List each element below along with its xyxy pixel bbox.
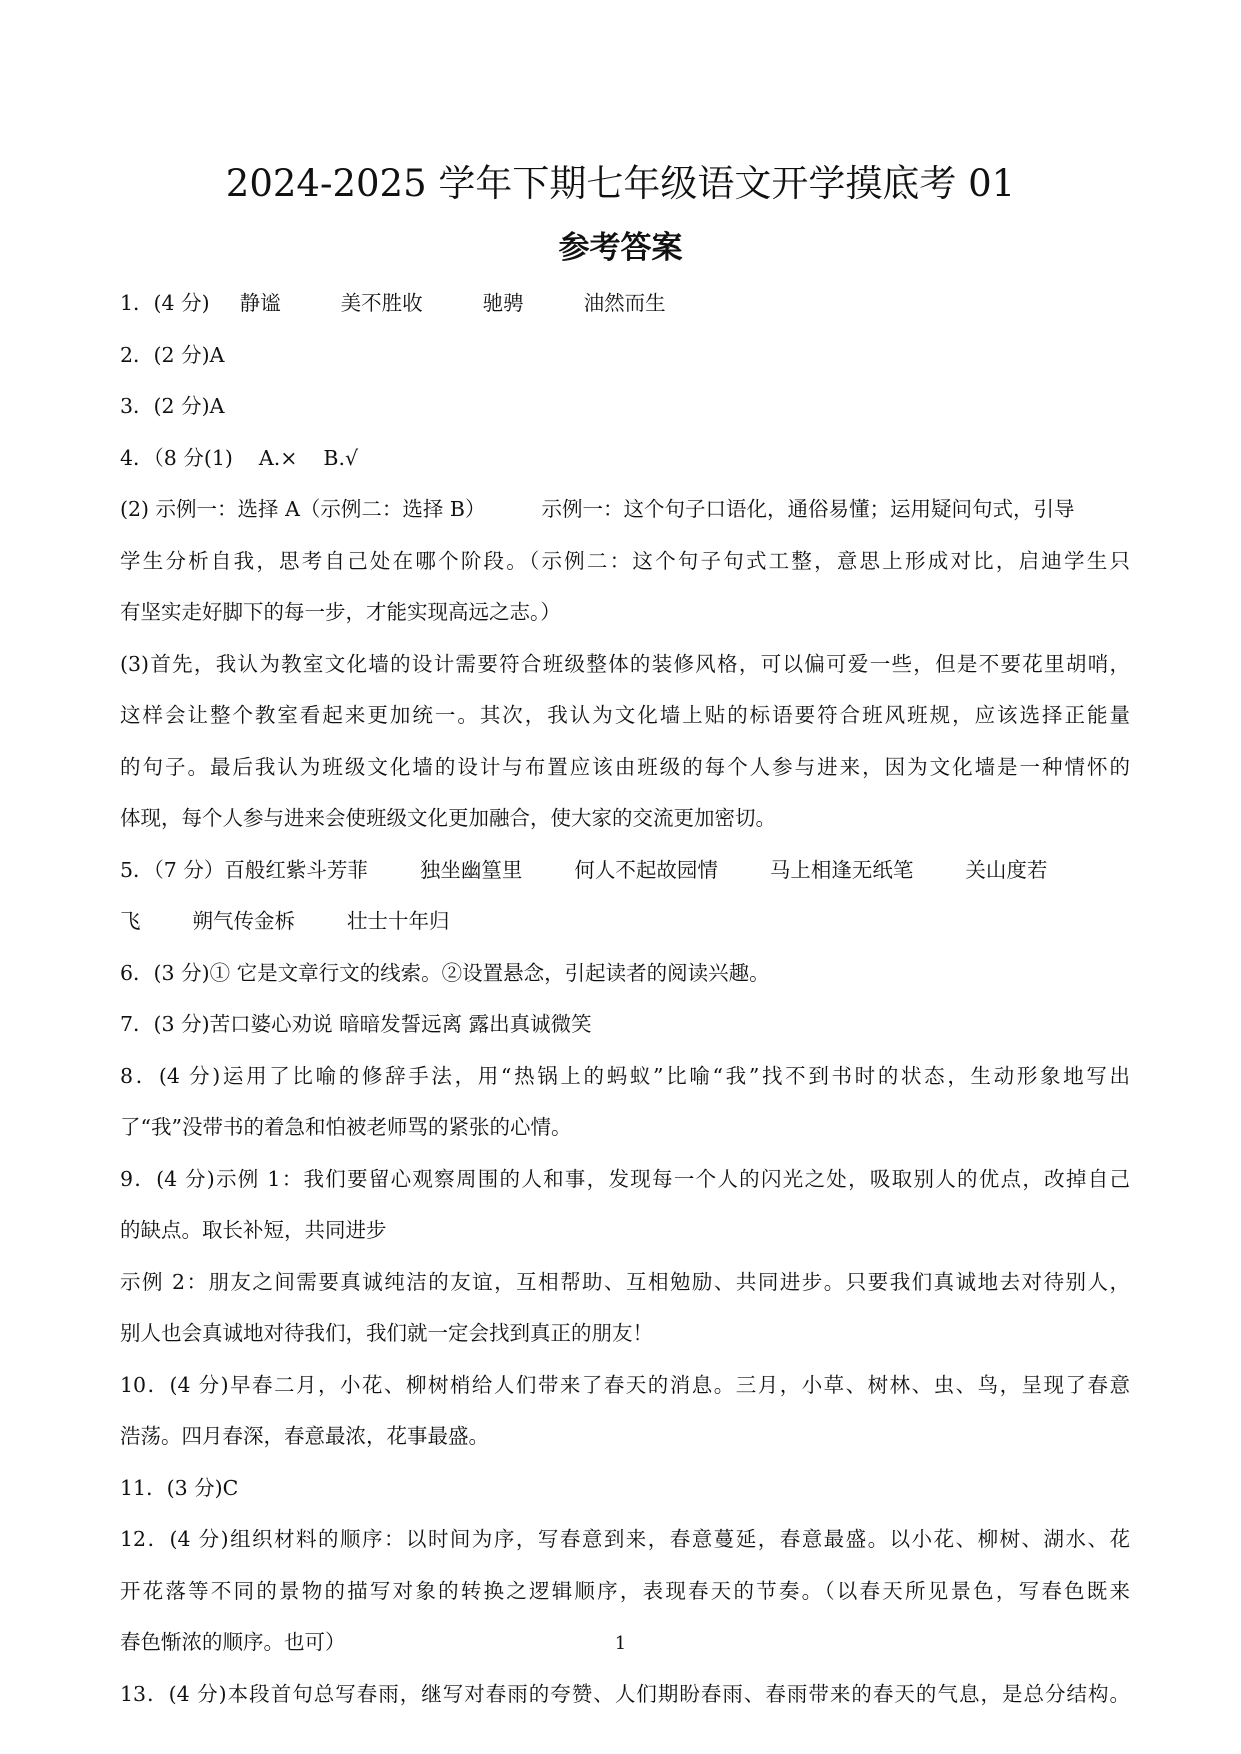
answer-text: 朔气传金柝 [192, 909, 295, 933]
answer-line [120, 1308, 1130, 1360]
page-number: 1 [614, 1633, 627, 1654]
answer-text: 的句子。最后我认为班级文化墙的设计与布置应该由班级的每个人参与进来，因为文化墙是一种情怀的 [120, 754, 1130, 779]
answer-line [120, 536, 1130, 588]
answer-text: 8．(4 分)运用了比喻的修辞手法，用“热锅上的蚂蚁”比喻“我”找不到书时的状态，生动形象地写出 [120, 1063, 1130, 1088]
answer-text: 别人也会真诚地对待我们，我们就一定会找到真正的朋友！ [120, 1321, 653, 1345]
answer-text: 2．(2 分)A [120, 342, 225, 367]
answer-line [120, 845, 1130, 897]
answer-line [120, 896, 1130, 948]
answer-line [120, 1411, 1130, 1463]
answer-text: 3．(2 分)A [120, 394, 225, 418]
answer-text: 6．(3 分)① 它是文章行文的线索。②设置悬念，引起读者的阅读兴趣。 [120, 960, 770, 985]
answer-line [120, 1102, 1130, 1154]
answer-text: A.× [258, 445, 298, 470]
answer-text: 静谧 [239, 291, 281, 315]
answer-line [120, 587, 1130, 639]
answer-text: B.√ [323, 445, 359, 470]
answer-line [120, 1205, 1130, 1257]
answer-line [120, 381, 1130, 433]
answer-text: 11．(3 分)C [120, 1475, 239, 1500]
answer-text: 了“我”没带书的着急和怕被老师骂的紧张的心情。 [120, 1115, 572, 1139]
answer-text: 5．（7 分）百般红紫斗芳菲 [120, 857, 368, 882]
answer-line [120, 690, 1130, 742]
answer-text: 马上相逢无纸笔 [769, 857, 914, 882]
answer-line [120, 948, 1130, 1000]
answer-text: 4．（8 分(1) [120, 445, 233, 470]
page-subtitle: 参考答案 [558, 230, 683, 266]
answer-text: 13．(4 分)本段首句总写春雨，继写对春雨的夸赞、人们期盼春雨、春雨带来的春天的气息，是总分结构。 [120, 1681, 1130, 1706]
answer-text: 关山度若 [965, 857, 1048, 882]
answer-line [120, 1360, 1130, 1412]
answer-text: 壮士十年归 [347, 909, 450, 933]
answer-line [120, 639, 1130, 691]
answer-text: 有坚实走好脚下的每一步，才能实现高远之志。） [120, 600, 561, 624]
answer-text: 驰骋 [482, 291, 524, 315]
answer-text: 何人不起故园情 [574, 857, 718, 882]
answer-body [120, 278, 1130, 1720]
answer-line [120, 1514, 1130, 1566]
answer-text: 7．(3 分)苦口婆心劝说 暗暗发誓远离 露出真诚微笑 [120, 1012, 592, 1036]
answer-text: 12．(4 分)组织材料的顺序：以时间为序，写春意到来，春意蔓延，春意最盛。以小花、柳树、湖水、花 [120, 1527, 1130, 1551]
answer-text: 浩荡。四月春深，春意最浓，花事最盛。 [120, 1424, 489, 1448]
answer-text: 这样会让整个教室看起来更加统一。其次，我认为文化墙上贴的标语要符合班风班规，应该选择正能量 [120, 703, 1130, 727]
answer-line [120, 278, 1130, 330]
page-title: 2024-2025 学年下期七年级语文开学摸底考 01 [225, 162, 1016, 205]
answer-line [120, 1463, 1130, 1515]
answer-text: 体现，每个人参与进来会使班级文化更加融合，使大家的交流更加密切。 [120, 806, 776, 830]
answer-text: 1．(4 分) [120, 291, 210, 315]
answer-line [120, 1257, 1130, 1309]
answer-text: 示例 2：朋友之间需要真诚纯洁的友谊，互相帮助、互相勉励、共同进步。只要我们真诚地去对待别人， [120, 1269, 1130, 1294]
answer-text: 春色惭浓的顺序。也可） [120, 1630, 346, 1654]
answer-text: 开花落等不同的景物的描写对象的转换之逻辑顺序，表现春天的节奏。（以春天所见景色，写春色既来 [120, 1578, 1130, 1603]
answer-line [120, 742, 1130, 794]
answer-text: 示例一：这个句子口语化，通俗易懂；运用疑问句式，引导 [541, 497, 1075, 521]
answer-line [120, 1051, 1130, 1103]
answer-text: 学生分析自我，思考自己处在哪个阶段。（示例二：这个句子句式工整，意思上形成对比，启迪学生只 [120, 548, 1130, 573]
answer-text: 10．(4 分)早春二月，小花、柳树梢给人们带来了春天的消息。三月，小草、树林、虫、鸟，呈现了春意 [120, 1372, 1130, 1397]
answer-line [120, 1669, 1130, 1721]
answer-line [120, 1566, 1130, 1618]
answer-line [120, 793, 1130, 845]
answer-text: 9．(4 分)示例 1：我们要留心观察周围的人和事，发现每一个人的闪光之处，吸取别人的优点，改掉自己 [120, 1166, 1130, 1191]
answer-line [120, 330, 1130, 382]
answer-text: (3)首先，我认为教室文化墙的设计需要符合班级整体的装修风格，可以偏可爱一些，但是不要花里胡哨， [120, 651, 1130, 676]
answer-line [120, 433, 1130, 485]
answer-line [120, 999, 1130, 1051]
answer-text: 美不胜收 [340, 291, 423, 315]
answer-text: (2) 示例一：选择 A（示例二：选择 B） [120, 497, 486, 521]
answer-text: 独坐幽篁里 [419, 857, 523, 882]
answer-line [120, 1154, 1130, 1206]
answer-text: 的缺点。取长补短，共同进步 [120, 1218, 387, 1242]
answer-line [120, 484, 1130, 536]
answer-text: 油然而生 [583, 291, 666, 315]
answer-text: 飞 [120, 909, 141, 933]
